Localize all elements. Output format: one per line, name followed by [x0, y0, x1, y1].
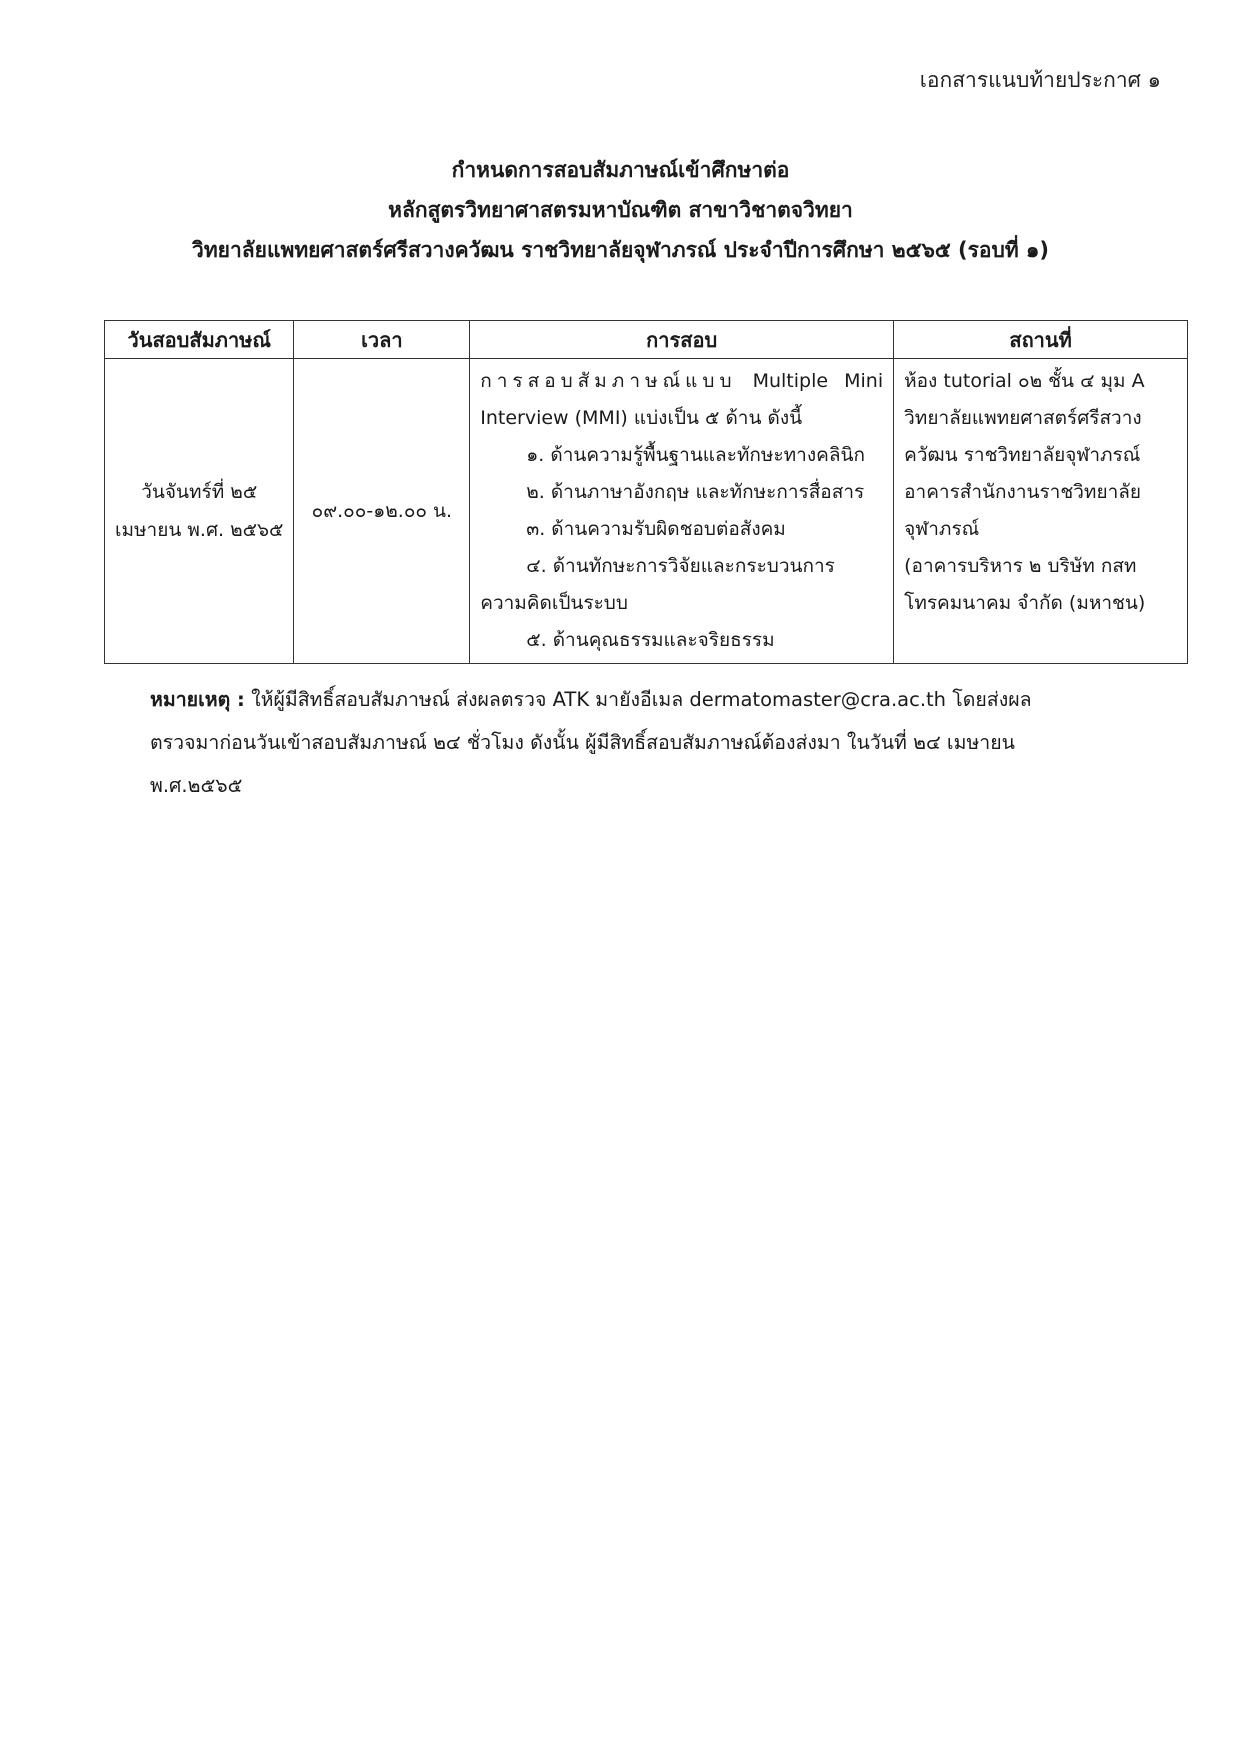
document-title — [0, 150, 1241, 270]
place-line-4: อาคารสำนักงานราชวิทยาลัย — [904, 481, 1142, 503]
header-place: สถานที่ — [894, 321, 1188, 359]
title-line-3: วิทยาลัยแพทยศาสตร์ศรีสวางควัฒน ราชวิทยาลัยจุฬาภรณ์ ประจำปีการศึกษา ๒๕๖๕ (รอบที่ ๑) — [192, 238, 1049, 262]
place-line-5: จุฬาภรณ์ — [904, 518, 980, 540]
exam-item-3: ๓. ด้านความรับผิดชอบต่อสังคม — [526, 518, 786, 540]
note-text-1: ให้ผู้มีสิทธิ์สอบสัมภาษณ์ ส่งผลตรวจ ATK มายังอีเมล dermatomaster@cra.ac.th โดยส่งผล — [251, 688, 1032, 711]
cell-place — [894, 359, 1188, 664]
header-date: วันสอบสัมภาษณ์ — [105, 321, 294, 359]
attachment-label: เอกสารแนบท้ายประกาศ ๑ — [919, 68, 1161, 92]
table-row — [105, 359, 1188, 664]
title-line-1: กำหนดการสอบสัมภาษณ์เข้าศึกษาต่อ — [451, 158, 790, 182]
place-line-6: (อาคารบริหาร ๒ บริษัท กสท — [904, 555, 1137, 577]
interview-schedule-table — [104, 320, 1188, 664]
place-line-3: ควัฒน ราชวิทยาลัยจุฬาภรณ์ — [904, 444, 1141, 466]
note-line-1 — [150, 678, 1110, 721]
header-exam: การสอบ — [470, 321, 894, 359]
exam-item-1: ๑. ด้านความรู้พื้นฐานและทักษะทางคลินิก — [526, 444, 865, 466]
note-line-2: ตรวจมาก่อนวันเข้าสอบสัมภาษณ์ ๒๔ ชั่วโมง ดังนั้น ผู้มีสิทธิ์สอบสัมภาษณ์ต้องส่งมา ในวันที่ ๒๔ เมษายน — [150, 731, 1015, 754]
header-time: เวลา — [294, 321, 470, 359]
date-line-2: เมษายน พ.ศ. ๒๕๖๕ — [115, 519, 284, 541]
cell-exam — [470, 359, 894, 664]
note-label: หมายเหตุ : — [150, 688, 245, 711]
note-line-3: พ.ศ.๒๕๖๕ — [150, 774, 243, 797]
cell-time: ๐๙.๐๐-๑๒.๐๐ น. — [294, 359, 470, 664]
exam-item-2: ๒. ด้านภาษาอังกฤษ และทักษะการสื่อสาร — [526, 481, 865, 503]
exam-intro-word-3: Mini — [844, 370, 884, 392]
title-line-2: หลักสูตรวิทยาศาสตรมหาบัณฑิต สาขาวิชาตจวิทยา — [388, 198, 853, 222]
date-line-1: วันจันทร์ที่ ๒๕ — [141, 481, 258, 503]
place-line-7: โทรคมนาคม จำกัด (มหาชน) — [904, 592, 1146, 614]
cell-date — [105, 359, 294, 664]
exam-item-4: ๔. ด้านทักษะการวิจัยและกระบวนการ — [526, 555, 835, 577]
exam-intro-word-2: Multiple — [752, 370, 829, 392]
note-section — [150, 678, 1110, 807]
exam-item-4-continued: ความคิดเป็นระบบ — [480, 592, 628, 614]
exam-intro-word-1: การสอบสัมภาษณ์แบบ — [480, 370, 737, 392]
place-line-1: ห้อง tutorial ๐๒ ชั้น ๔ มุม A — [904, 370, 1145, 392]
exam-item-5: ๕. ด้านคุณธรรมและจริยธรรม — [526, 629, 775, 651]
exam-intro-line-2: Interview (MMI) แบ่งเป็น ๕ ด้าน ดังนี้ — [480, 407, 803, 429]
exam-intro-line-1 — [480, 363, 883, 400]
table-header-row — [105, 321, 1188, 359]
place-line-2: วิทยาลัยแพทยศาสตร์ศรีสวาง — [904, 407, 1142, 429]
